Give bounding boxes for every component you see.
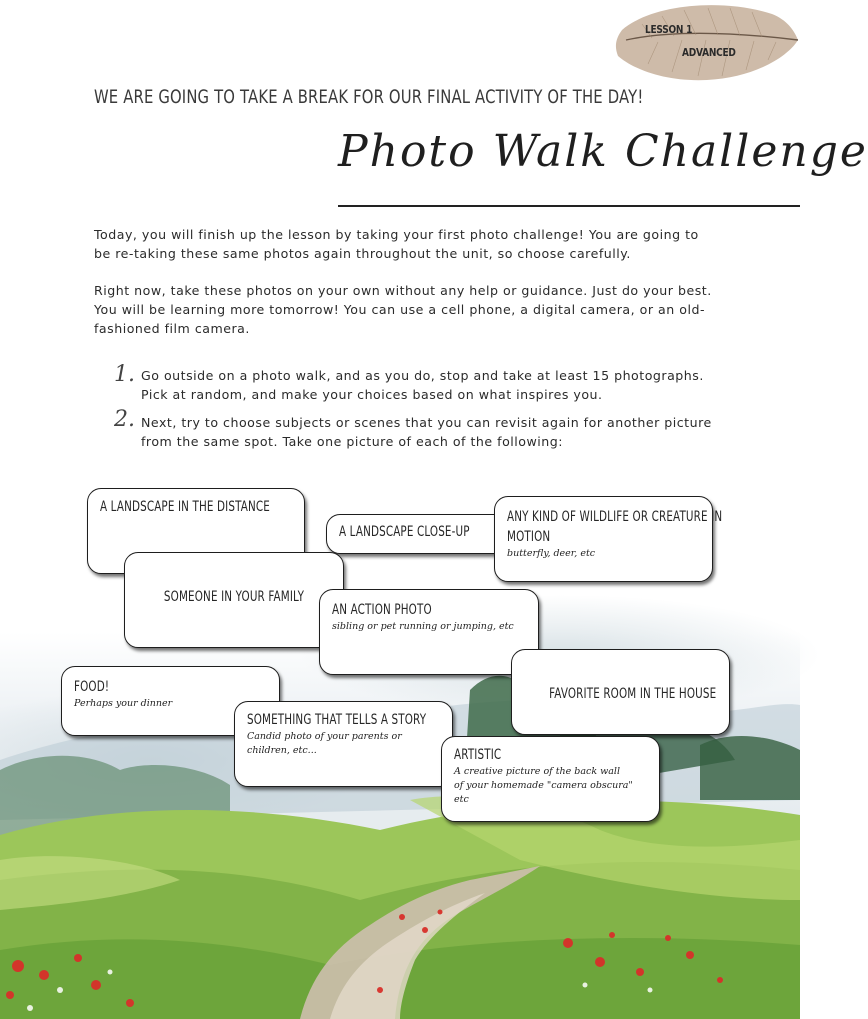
- intro-heading: WE ARE GOING TO TAKE A BREAK FOR OUR FINAL ACTIVITY OF THE DAY!: [94, 86, 644, 108]
- photo-card-family: [124, 552, 344, 648]
- step-number: 2.: [114, 407, 135, 432]
- photo-card-artistic: [441, 736, 660, 822]
- card-title: AN ACTION PHOTO: [332, 602, 432, 618]
- photo-card-action: [319, 589, 539, 675]
- page-title: Photo Walk Challenge: [338, 126, 868, 177]
- card-subtitle: children, etc...: [247, 745, 317, 756]
- photo-card-wildlife: [494, 496, 723, 582]
- card-title: A LANDSCAPE IN THE DISTANCE: [100, 499, 270, 515]
- step-number: 1.: [114, 362, 135, 387]
- card-subtitle: Perhaps your dinner: [74, 698, 173, 709]
- card-subtitle: etc: [454, 794, 469, 805]
- card-title: A LANDSCAPE CLOSE-UP: [339, 524, 470, 540]
- card-title: FOOD!: [74, 679, 110, 695]
- card-subtitle: of your homemade "camera obscura": [454, 780, 633, 791]
- card-subtitle: sibling or pet running or jumping, etc: [332, 621, 514, 632]
- card-title: SOMETHING THAT TELLS A STORY: [247, 712, 427, 728]
- card-subtitle: butterfly, deer, etc: [507, 548, 596, 559]
- card-title: SOMEONE IN YOUR FAMILY: [163, 589, 305, 605]
- photo-card-landscape-closeup: [326, 514, 516, 554]
- intro-paragraph: Today, you will finish up the lesson by taking your first photo challenge! You are going to be re-taking these same photos again throughout the unit, so choose carefully.: [94, 227, 699, 261]
- card-subtitle: A creative picture of the back wall: [454, 766, 620, 777]
- step-text: Go outside on a photo walk, and as you do, stop and take at least 15 photographs. Pick at random, and make your choices based on what inspires you.: [141, 368, 704, 402]
- card-subtitle: Candid photo of your parents or: [247, 731, 402, 742]
- step-text: Next, try to choose subjects or scenes that you can revisit again for another picture from the same spot. Take one picture of each of the following:: [141, 415, 712, 449]
- card-title: MOTION: [507, 529, 551, 545]
- instructions-paragraph: Right now, take these photos on your own without any help or guidance. Just do your best. You will be learning more tomorrow! You can use a cell phone, a digital camera, or an old-fashioned film camera.: [94, 283, 712, 336]
- lesson-label: LESSON 1: [645, 23, 693, 36]
- title-divider: [338, 205, 800, 207]
- level-label: ADVANCED: [682, 46, 736, 59]
- card-title: FAVORITE ROOM IN THE HOUSE: [549, 686, 717, 702]
- photo-card-favorite-room: [511, 649, 730, 735]
- card-title: ANY KIND OF WILDLIFE OR CREATURE IN: [507, 509, 723, 525]
- card-title: ARTISTIC: [454, 747, 502, 763]
- photo-card-story: [234, 701, 453, 787]
